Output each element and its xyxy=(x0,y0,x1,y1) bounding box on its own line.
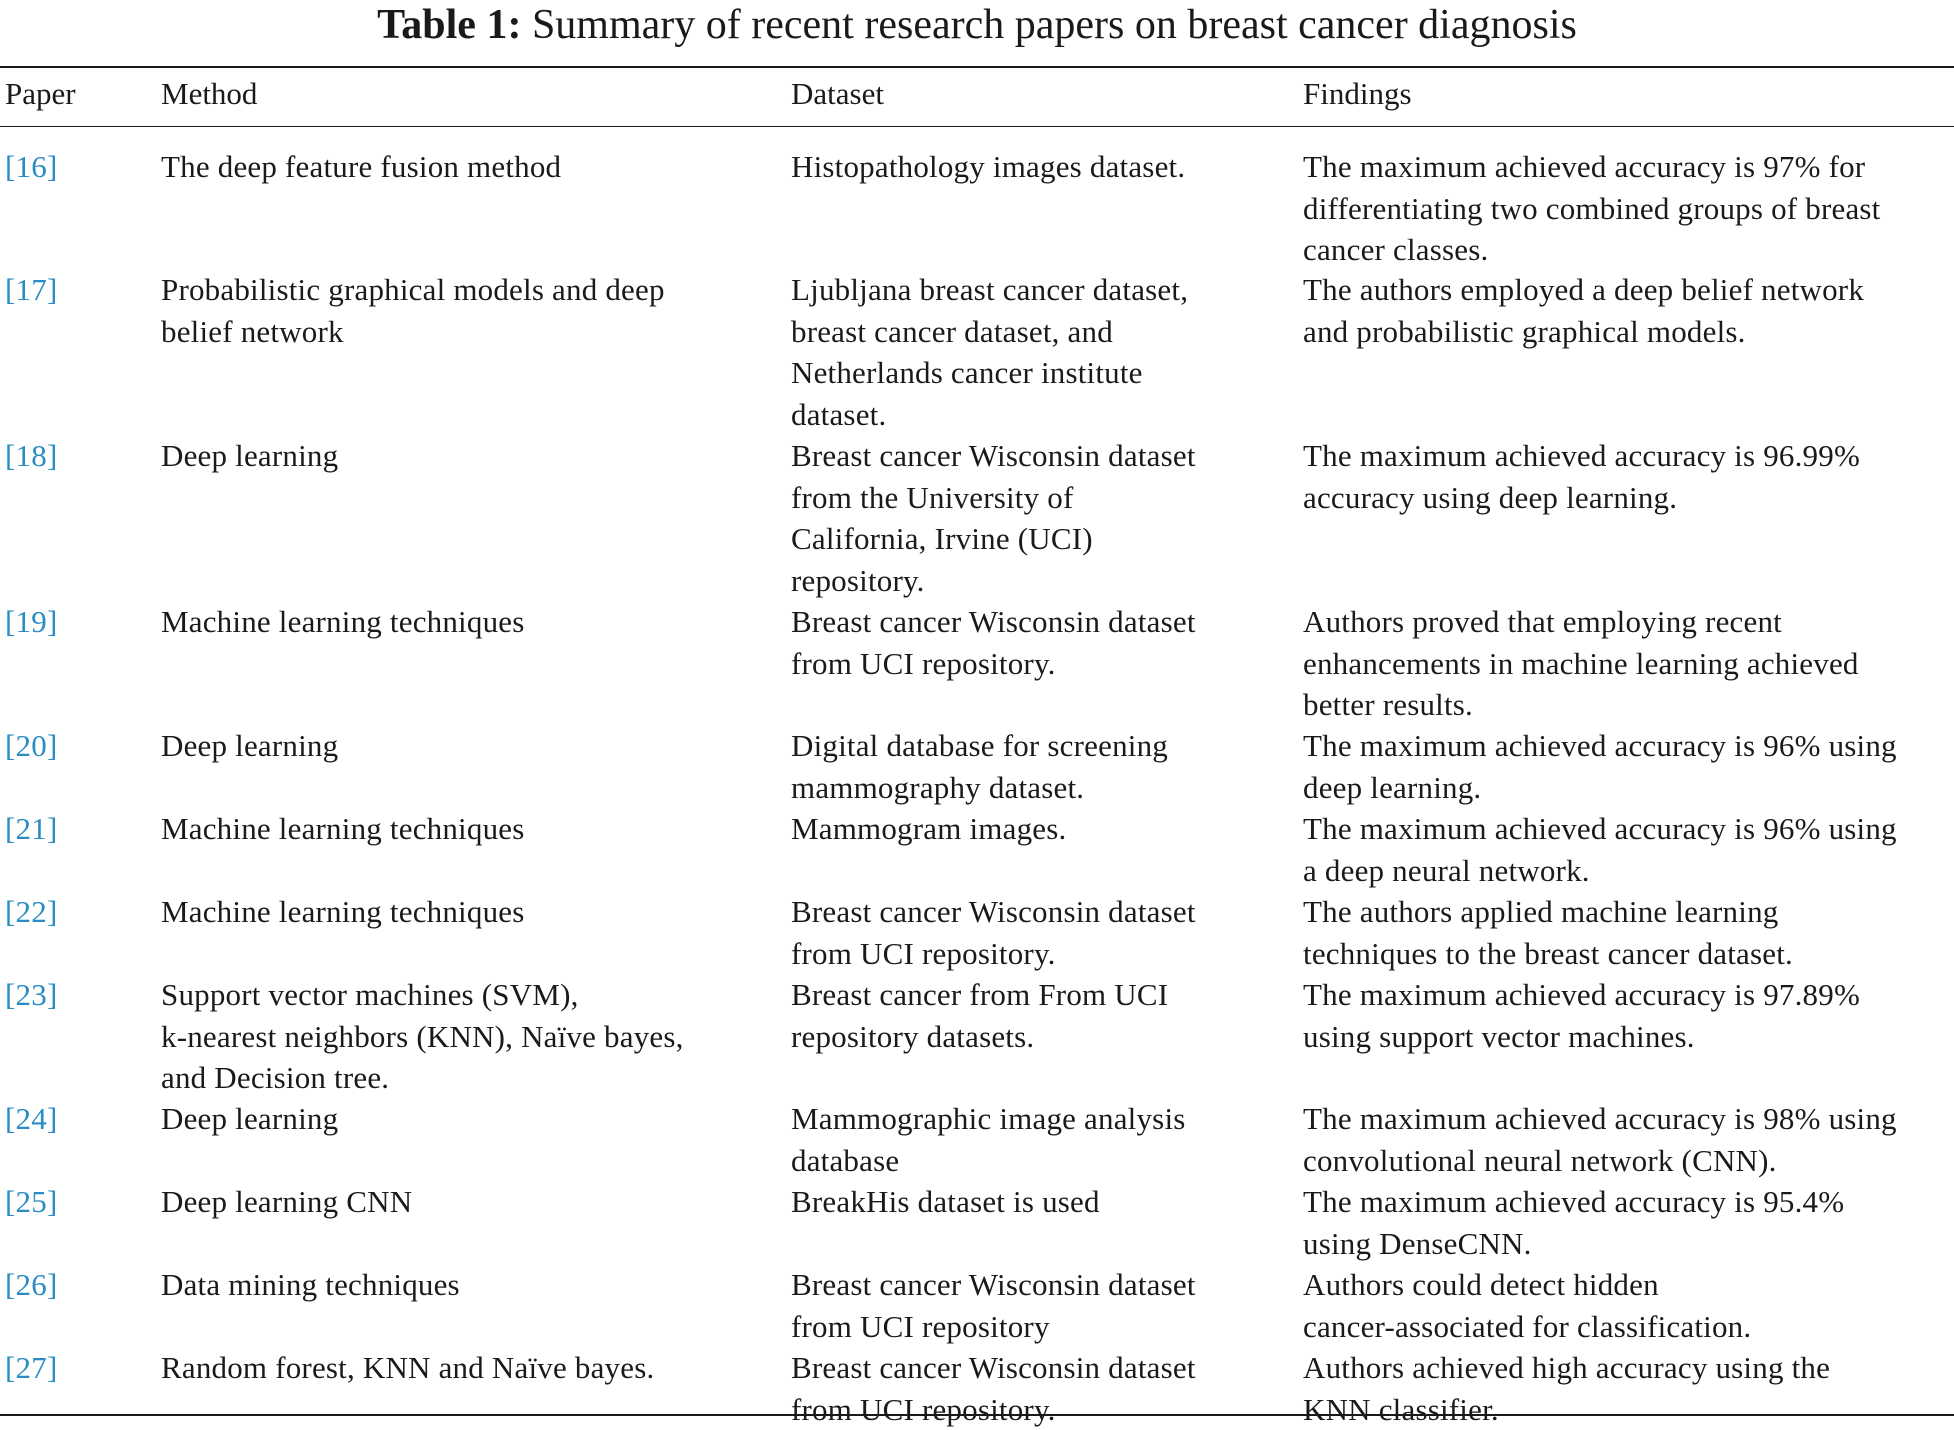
reference-link[interactable]: 22 xyxy=(15,894,47,929)
dataset-cell: Digital database for screening mammography dataset. xyxy=(791,728,1168,805)
dataset-cell: Histopathology images dataset. xyxy=(791,149,1186,184)
header-findings: Findings xyxy=(1303,76,1412,111)
reference-link[interactable]: 17 xyxy=(15,272,47,307)
findings-cell: The authors applied machine learning techniques to the breast cancer dataset. xyxy=(1303,894,1793,971)
reference-link[interactable]: 20 xyxy=(15,728,47,763)
reference-link[interactable]: 16 xyxy=(15,149,47,184)
method-cell: Support vector machines (SVM), k-nearest neighbors (KNN), Naïve bayes, and Decision tree. xyxy=(161,977,684,1095)
dataset-cell: Breast cancer Wisconsin dataset from UCI repository. xyxy=(791,1350,1196,1427)
findings-cell: The maximum achieved accuracy is 98% using convolutional neural network (CNN). xyxy=(1303,1101,1897,1178)
table-caption-text: Summary of recent research papers on breast cancer diagnosis xyxy=(531,2,1577,48)
method-cell: Deep learning CNN xyxy=(161,1184,413,1219)
reference-link[interactable]: 27 xyxy=(15,1350,47,1385)
paper-ref-cell: [21] xyxy=(5,811,58,846)
dataset-cell: Breast cancer from From UCI repository datasets. xyxy=(791,977,1169,1054)
reference-link[interactable]: 23 xyxy=(15,977,47,1012)
findings-cell: Authors could detect hidden cancer-associated for classification. xyxy=(1303,1267,1752,1344)
table-bottom-rule xyxy=(0,1414,1954,1416)
table-caption xyxy=(0,0,1954,56)
reference-link[interactable]: 26 xyxy=(15,1267,47,1302)
reference-link[interactable]: 24 xyxy=(15,1101,47,1136)
method-cell: Probabilistic graphical models and deep belief network xyxy=(161,272,665,349)
findings-cell: The maximum achieved accuracy is 96.99% accuracy using deep learning. xyxy=(1303,438,1860,515)
paper-ref-cell: [22] xyxy=(5,894,58,929)
paper-ref-cell: [16] xyxy=(5,149,58,184)
paper-ref-cell: [17] xyxy=(5,272,58,307)
header-method: Method xyxy=(161,76,258,111)
findings-cell: Authors achieved high accuracy using the KNN classifier. xyxy=(1303,1350,1831,1427)
dataset-cell: Breast cancer Wisconsin dataset from UCI repository xyxy=(791,1267,1196,1344)
method-cell: Deep learning xyxy=(161,438,339,473)
table-header-rule xyxy=(0,126,1954,127)
findings-cell: The authors employed a deep belief network and probabilistic graphical models. xyxy=(1303,272,1865,349)
paper-ref-cell: [20] xyxy=(5,728,58,763)
method-cell: Machine learning techniques xyxy=(161,604,525,639)
reference-link[interactable]: 19 xyxy=(15,604,47,639)
dataset-cell: Mammographic image analysis database xyxy=(791,1101,1186,1178)
header-dataset: Dataset xyxy=(791,76,884,111)
table-top-rule xyxy=(0,66,1954,68)
paper-ref-cell: [24] xyxy=(5,1101,58,1136)
reference-link[interactable]: 21 xyxy=(15,811,47,846)
reference-link[interactable]: 18 xyxy=(15,438,47,473)
findings-cell: The maximum achieved accuracy is 95.4% using DenseCNN. xyxy=(1303,1184,1845,1261)
dataset-cell: Breast cancer Wisconsin dataset from UCI repository. xyxy=(791,604,1196,681)
paper-ref-cell: [26] xyxy=(5,1267,58,1302)
table-caption-label: Table 1: xyxy=(377,2,522,48)
findings-cell: The maximum achieved accuracy is 96% using deep learning. xyxy=(1303,728,1897,805)
method-cell: Machine learning techniques xyxy=(161,894,525,929)
findings-cell: The maximum achieved accuracy is 97% for differentiating two combined groups of breast cancer classes. xyxy=(1303,149,1881,267)
findings-cell: The maximum achieved accuracy is 96% using a deep neural network. xyxy=(1303,811,1897,888)
dataset-cell: Mammogram images. xyxy=(791,811,1067,846)
method-cell: Data mining techniques xyxy=(161,1267,460,1302)
method-cell: Machine learning techniques xyxy=(161,811,525,846)
reference-link[interactable]: 25 xyxy=(15,1184,47,1219)
findings-cell: Authors proved that employing recent enhancements in machine learning achieved better results. xyxy=(1303,604,1859,722)
dataset-cell: Ljubljana breast cancer dataset, breast cancer dataset, and Netherlands cancer institute dataset. xyxy=(791,272,1189,432)
paper-ref-cell: [19] xyxy=(5,604,58,639)
header-paper: Paper xyxy=(5,76,76,111)
dataset-cell: Breast cancer Wisconsin dataset from UCI repository. xyxy=(791,894,1196,971)
paper-ref-cell: [27] xyxy=(5,1350,58,1385)
method-cell: The deep feature fusion method xyxy=(161,149,562,184)
findings-cell: The maximum achieved accuracy is 97.89% using support vector machines. xyxy=(1303,977,1860,1054)
dataset-cell: Breast cancer Wisconsin dataset from the University of California, Irvine (UCI) repository. xyxy=(791,438,1196,598)
paper-ref-cell: [23] xyxy=(5,977,58,1012)
dataset-cell: BreakHis dataset is used xyxy=(791,1184,1100,1219)
method-cell: Deep learning xyxy=(161,1101,339,1136)
method-cell: Deep learning xyxy=(161,728,339,763)
method-cell: Random forest, KNN and Naïve bayes. xyxy=(161,1350,655,1385)
paper-ref-cell: [18] xyxy=(5,438,58,473)
paper-ref-cell: [25] xyxy=(5,1184,58,1219)
